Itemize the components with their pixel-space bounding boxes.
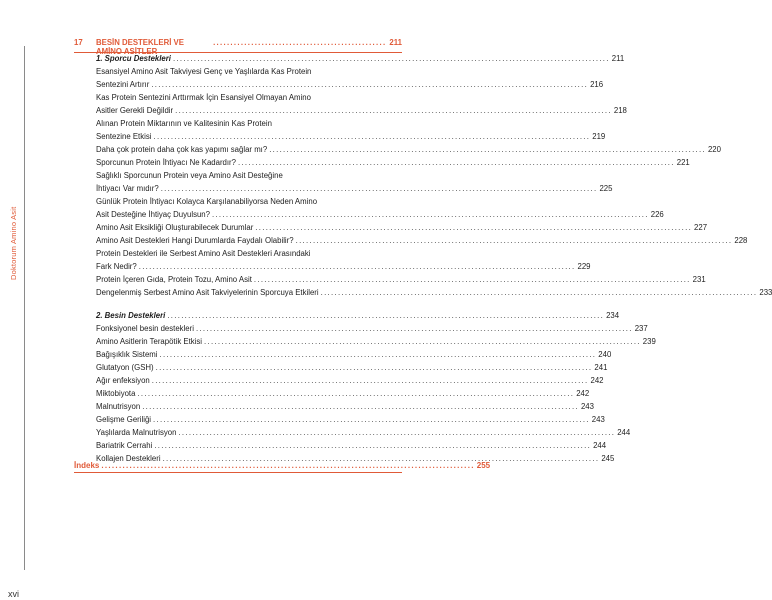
leader-dots: .............................................................................................................................. [151, 80, 589, 89]
entry-title: Amino Asitlerin Terapötik Etkisi [96, 337, 203, 346]
entry-page: 244 [593, 441, 607, 450]
entry-title: Dengelenmiş Serbest Amino Asit Takviyelerinin Sporcuya Etkileri [96, 288, 319, 297]
entry-page: 234 [606, 311, 620, 320]
entry-page: 243 [580, 402, 594, 411]
entry-title: Sporcunun Protein İhtiyacı Ne Kadardır? [96, 158, 236, 167]
toc-entry-text[interactable] [96, 169, 402, 182]
toc-entry[interactable] [96, 413, 605, 426]
leader-dots: .............................................................................................................................. [253, 275, 691, 284]
chapter-heading[interactable] [74, 38, 402, 56]
entry-title: Malnutrisyon [96, 402, 141, 411]
index-label: İndeks [74, 461, 100, 470]
toc-entries [96, 52, 772, 465]
leader-dots: .............................................................................................................................. [175, 106, 612, 115]
leader-dots: .............................................................................................................................. [162, 454, 600, 463]
leader-dots: .............................................................................................................................. [178, 428, 616, 437]
entry-title: Bağışıklık Sistemi [96, 350, 158, 359]
entry-title: Kollajen Destekleri [96, 454, 161, 463]
toc-entry[interactable] [96, 426, 631, 439]
entry-page: 226 [650, 210, 664, 219]
toc-entry-text[interactable] [96, 91, 402, 104]
entry-title: Amino Asit Destekleri Hangi Durumlarda Faydalı Olabilir? [96, 236, 294, 245]
entry-page: 242 [590, 376, 604, 385]
toc-entry[interactable] [96, 260, 591, 273]
page-number: xvi [8, 589, 19, 599]
index-entry[interactable] [74, 461, 491, 473]
index-rule [74, 472, 402, 473]
entry-title: İhtiyacı Var mıdır? [96, 184, 159, 193]
toc-entry[interactable] [96, 286, 772, 299]
toc-entry[interactable] [96, 273, 706, 286]
leader-dots: .............................................................................................................................. [142, 402, 579, 411]
entry-page: 216 [590, 80, 604, 89]
leader-dots: .............................................................................................................................. [238, 158, 675, 167]
entry-page: 244 [617, 428, 631, 437]
leader-dots: .............................................................................................................................. [159, 350, 597, 359]
entry-page: 242 [576, 389, 590, 398]
leader-dots: .............................................................................................................................. [137, 389, 575, 398]
entry-title: Bariatrik Cerrahi [96, 441, 153, 450]
entry-title: Sentezini Artırır [96, 80, 150, 89]
toc-entry[interactable] [96, 104, 627, 117]
chapter-page: 211 [389, 38, 402, 47]
entry-title: Protein Destekleri ile Serbest Amino Asit Destekleri Arasındaki [96, 249, 311, 258]
entry-title: Gelişme Geriliği [96, 415, 152, 424]
index-page: 255 [476, 461, 491, 470]
entry-page: 221 [676, 158, 690, 167]
entry-title: Asit Desteğine İhtiyaç Duyulsun? [96, 210, 210, 219]
entry-page: 231 [692, 275, 706, 284]
toc-entry[interactable] [96, 182, 613, 195]
chapter-number: 17 [74, 38, 83, 47]
leader-dots: .............................................................................................................................. [138, 262, 576, 271]
entry-page: 211 [611, 54, 625, 63]
leader-dots: .............................................................................................................................. [167, 311, 605, 320]
entry-title: Kas Protein Sentezini Arttırmak İçin Esansiyel Olmayan Amino [96, 93, 311, 102]
entry-title: Miktobiyota [96, 389, 136, 398]
toc-entry-text[interactable] [96, 65, 402, 78]
entry-page: 245 [601, 454, 615, 463]
entry-title: Yaşlılarda Malnutrisyon [96, 428, 177, 437]
entry-page: 237 [634, 324, 648, 333]
toc-entry-text[interactable] [96, 117, 402, 130]
toc-section[interactable] [96, 52, 625, 65]
toc-entry[interactable] [96, 208, 664, 221]
toc-entry[interactable] [96, 387, 590, 400]
entry-title: Asitler Gerekli Değildir [96, 106, 174, 115]
entry-title: Ağır enfeksiyon [96, 376, 150, 385]
toc-entry[interactable] [96, 439, 607, 452]
toc-entry[interactable] [96, 335, 656, 348]
toc-section[interactable] [96, 309, 620, 322]
toc-chapter [74, 38, 402, 56]
entry-title: Daha çok protein daha çok kas yapımı sağlar mı? [96, 145, 268, 154]
entry-title: Amino Asit Eksikliği Oluşturabilecek Durumlar [96, 223, 254, 232]
entry-page: 219 [592, 132, 606, 141]
leader-dots: .............................................................................................................................. [295, 236, 733, 245]
toc-entry[interactable] [96, 361, 608, 374]
entry-page: 240 [598, 350, 612, 359]
entry-page: 225 [599, 184, 613, 193]
toc-entry[interactable] [96, 234, 748, 247]
entry-title: Glutatyon (GSH) [96, 363, 154, 372]
sidebar-title: Doktorum Amino Asit [9, 206, 18, 280]
toc-entry[interactable] [96, 400, 594, 413]
toc-entry[interactable] [96, 322, 648, 335]
leader-dots: .............................................................................................................................. [160, 184, 598, 193]
entry-title: Günlük Protein İhtiyacı Kolayca Karşılanabiliyorsa Neden Amino [96, 197, 318, 206]
entry-page: 228 [734, 236, 748, 245]
chapter-title: BESİN DESTEKLERİ VE AMİNO ASİTLER [96, 38, 184, 56]
entry-title: Esansiyel Amino Asit Takviyesi Genç ve Yaşlılarda Kas Protein [96, 67, 312, 76]
toc-entry[interactable] [96, 221, 708, 234]
leader-dots: .............................................................................................................................. [172, 54, 610, 63]
entry-page: 243 [591, 415, 605, 424]
entry-page: 239 [642, 337, 656, 346]
leader-dots: .......................................................................................................... [101, 461, 475, 470]
section-gap [96, 299, 402, 309]
leader-dots: .............................................................................................................................. [153, 132, 591, 141]
toc-entry[interactable] [96, 348, 612, 361]
section-title: 2. Besin Destekleri [96, 311, 166, 320]
leader-dots: .............................................................................................................................. [155, 363, 593, 372]
sidebar-rule [24, 46, 25, 570]
section-title: 1. Sporcu Destekleri [96, 54, 171, 63]
leader-dots: .............................................................................................................................. [211, 210, 649, 219]
toc-entry-text[interactable] [96, 247, 402, 260]
entry-title: Protein İçeren Gıda, Protein Tozu, Amino Asit [96, 275, 252, 284]
entry-page: 220 [707, 145, 721, 154]
leader-dots: .............................................................................................................................. [195, 324, 633, 333]
entry-page: 229 [577, 262, 591, 271]
entry-title: Fonksiyonel besin destekleri [96, 324, 194, 333]
leader-dots: .............................................................................................................................. [255, 223, 693, 232]
leader-dots: .............................................................................................................................. [204, 337, 641, 346]
leader-dots: .............................................................................................................................. [269, 145, 706, 154]
entry-title: Fark Nedir? [96, 262, 137, 271]
entry-title: Alınan Protein Miktarının ve Kalitesinin Kas Protein [96, 119, 272, 128]
leader-dots: .................................................. [213, 38, 387, 47]
toc-entry[interactable] [96, 156, 690, 169]
leader-dots: .............................................................................................................................. [153, 415, 590, 424]
toc-entry[interactable] [96, 143, 721, 156]
leader-dots: .............................................................................................................................. [151, 376, 589, 385]
toc-entry[interactable] [96, 374, 604, 387]
toc-entry[interactable] [96, 78, 604, 91]
entry-page: 218 [613, 106, 627, 115]
entry-title: Sentezine Etkisi [96, 132, 152, 141]
entry-page: 233 [759, 288, 772, 297]
entry-page: 227 [694, 223, 708, 232]
entry-title: Sağlıklı Sporcunun Protein veya Amino Asit Desteğine [96, 171, 283, 180]
leader-dots: .............................................................................................................................. [320, 288, 758, 297]
leader-dots: .............................................................................................................................. [154, 441, 592, 450]
toc-entry[interactable] [96, 130, 606, 143]
entry-page: 241 [594, 363, 608, 372]
toc-entry-text[interactable] [96, 195, 402, 208]
